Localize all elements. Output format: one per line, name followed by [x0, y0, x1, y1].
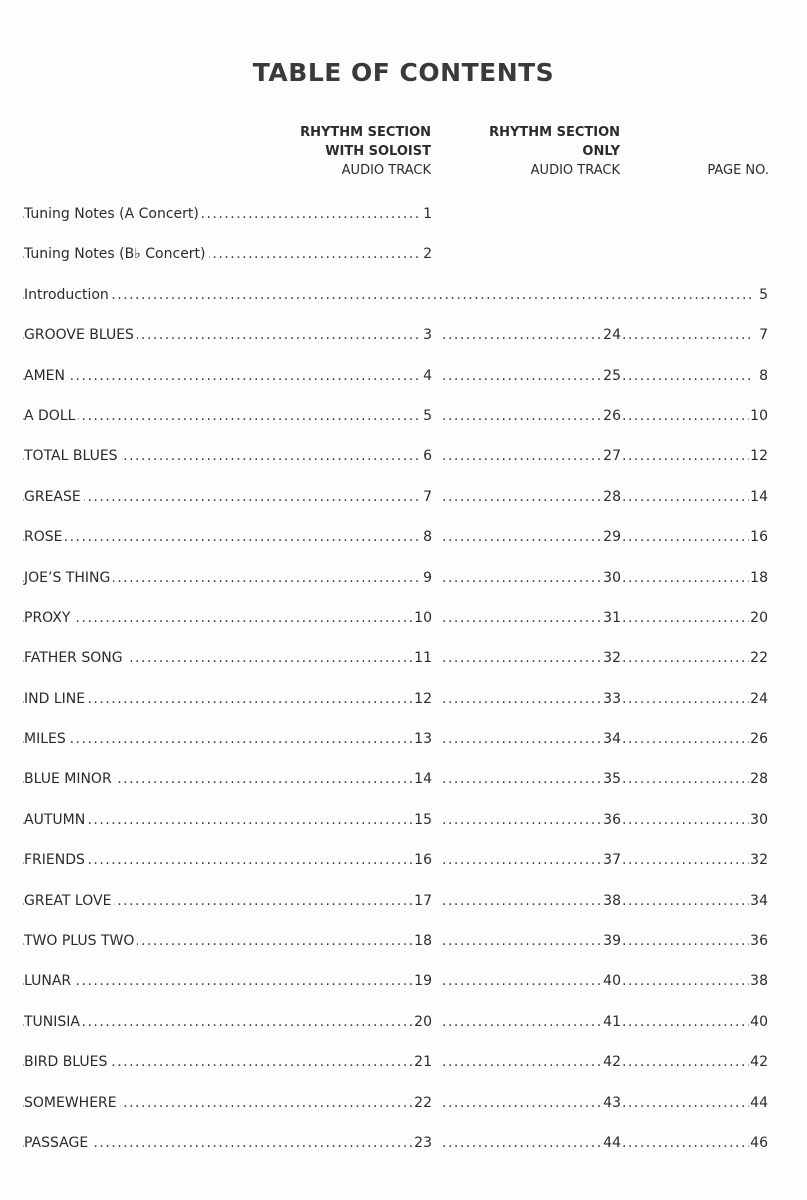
toc-soloist-track: 2 — [423, 246, 432, 263]
toc-entry-title: TWO PLUS TWO — [24, 933, 137, 949]
dot-leader — [442, 893, 608, 909]
dot-leader — [442, 771, 608, 787]
toc-entry-title: GREASE — [24, 489, 84, 505]
toc-soloist-track: 21 — [414, 1054, 432, 1071]
dot-leader — [622, 973, 752, 989]
dot-leader — [442, 489, 608, 505]
toc-entry-title: ROSE — [24, 529, 65, 545]
toc-page-number: 16 — [750, 529, 768, 546]
toc-entry-title: AUTUMN — [24, 812, 88, 828]
dot-leader — [622, 893, 752, 909]
toc-entry-title: SOMEWHERE — [24, 1095, 120, 1111]
toc-row[interactable] — [22, 844, 768, 884]
toc-entry-title: JOE’S THING — [24, 570, 113, 586]
header-page-number — [707, 161, 769, 180]
dot-leader — [622, 812, 752, 828]
toc-soloist-track: 8 — [423, 529, 432, 546]
toc-page-number: 28 — [750, 771, 768, 788]
toc-row[interactable] — [22, 763, 768, 803]
toc-rhythm-track: 39 — [603, 933, 621, 950]
toc-row[interactable] — [22, 440, 768, 480]
header-soloist-line3: AUDIO TRACK — [341, 163, 431, 178]
toc-page-number: 12 — [750, 448, 768, 465]
dot-leader — [22, 973, 421, 989]
toc-page-number: 8 — [759, 367, 768, 384]
toc-rhythm-track: 44 — [603, 1134, 621, 1151]
dot-leader — [622, 1054, 752, 1070]
toc-page-number: 42 — [750, 1054, 768, 1071]
dot-leader — [622, 368, 752, 384]
toc-row-introduction[interactable] — [22, 279, 768, 319]
toc-rhythm-track: 27 — [603, 448, 621, 465]
dot-leader — [622, 650, 752, 666]
toc-rhythm-track: 29 — [603, 529, 621, 546]
dot-leader — [442, 1135, 608, 1151]
toc-page-number: 38 — [750, 973, 768, 990]
toc-soloist-track: 6 — [423, 448, 432, 465]
dot-leader — [622, 1095, 752, 1111]
header-soloist-line2: WITH SOLOIST — [325, 144, 431, 159]
toc-row[interactable] — [22, 1046, 768, 1086]
toc-entry-title: GREAT LOVE — [24, 893, 114, 909]
toc-page-number: 34 — [750, 892, 768, 909]
toc-page-number: 7 — [759, 327, 768, 344]
toc-soloist-track: 5 — [423, 407, 432, 424]
toc-entry-title: A DOLL — [24, 408, 78, 424]
toc-row[interactable] — [22, 965, 768, 1005]
header-rhythm-line1: RHYTHM SECTION — [489, 125, 620, 140]
toc-rhythm-track: 41 — [603, 1013, 621, 1030]
header-rhythm-only-track — [489, 123, 620, 180]
dot-leader — [442, 327, 608, 343]
toc-page-number: 22 — [750, 650, 768, 667]
toc-entry-title: MILES — [24, 731, 69, 747]
toc-entry-title: PROXY — [24, 610, 73, 626]
toc-page-number: 10 — [750, 407, 768, 424]
dot-leader — [622, 489, 752, 505]
header-page-label: PAGE NO. — [707, 163, 769, 178]
toc-entry-title: FRIENDS — [24, 852, 88, 868]
toc-rhythm-track: 28 — [603, 488, 621, 505]
toc-page-number: 18 — [750, 569, 768, 586]
dot-leader — [442, 1054, 608, 1070]
toc-rhythm-track: 35 — [603, 771, 621, 788]
toc-rhythm-track: 36 — [603, 811, 621, 828]
dot-leader — [442, 650, 608, 666]
dot-leader — [622, 327, 752, 343]
dot-leader — [442, 731, 608, 747]
toc-soloist-track: 19 — [414, 973, 432, 990]
toc-row[interactable] — [22, 319, 768, 359]
dot-leader — [622, 1014, 752, 1030]
toc-soloist-track: 3 — [423, 327, 432, 344]
dot-leader — [442, 529, 608, 545]
toc-soloist-track: 13 — [414, 731, 432, 748]
dot-leader — [442, 1014, 608, 1030]
toc-entry-title: GROOVE BLUES — [24, 327, 137, 343]
toc-soloist-track: 12 — [414, 690, 432, 707]
header-rhythm-line3: AUDIO TRACK — [530, 163, 620, 178]
toc-rhythm-track: 43 — [603, 1094, 621, 1111]
toc-page-number: 36 — [750, 933, 768, 950]
toc-page-number: 24 — [750, 690, 768, 707]
dot-leader — [442, 691, 608, 707]
dot-leader — [622, 691, 752, 707]
header-soloist-track — [300, 123, 431, 180]
dot-leader — [442, 1095, 608, 1111]
toc-row-tuning-a[interactable] — [22, 198, 768, 238]
dot-leader — [442, 610, 608, 626]
toc-rhythm-track: 33 — [603, 690, 621, 707]
dot-leader — [622, 933, 752, 949]
toc-entry-title: Tuning Notes (A Concert) — [24, 206, 202, 222]
toc-row[interactable] — [22, 562, 768, 602]
dot-leader — [622, 570, 752, 586]
dot-leader — [442, 448, 608, 464]
toc-soloist-track: 9 — [423, 569, 432, 586]
toc-soloist-track: 18 — [414, 933, 432, 950]
toc-entry-title: Tuning Notes (B♭ Concert) — [24, 246, 209, 262]
toc-entry-title: BIRD BLUES — [24, 1054, 110, 1070]
toc-soloist-track: 23 — [414, 1134, 432, 1151]
toc-soloist-track: 15 — [414, 811, 432, 828]
dot-leader — [22, 731, 421, 747]
dot-leader — [442, 368, 608, 384]
dot-leader — [622, 529, 752, 545]
toc-list — [22, 198, 768, 1167]
dot-leader — [622, 610, 752, 626]
toc-entry-title: PASSAGE — [24, 1135, 91, 1151]
toc-rhythm-track: 38 — [603, 892, 621, 909]
dot-leader — [442, 973, 608, 989]
page-title: TABLE OF CONTENTS — [252, 58, 555, 87]
dot-leader — [622, 448, 752, 464]
toc-page-number: 26 — [750, 731, 768, 748]
toc-row[interactable] — [22, 642, 768, 682]
toc-page-number: 30 — [750, 811, 768, 828]
dot-leader — [22, 287, 752, 303]
dot-leader — [442, 408, 608, 424]
toc-soloist-track: 1 — [423, 206, 432, 222]
toc-page-number: 44 — [750, 1094, 768, 1111]
toc-rhythm-track: 34 — [603, 731, 621, 748]
toc-row[interactable] — [22, 400, 768, 440]
toc-page-number: 40 — [750, 1013, 768, 1030]
dot-leader — [622, 408, 752, 424]
toc-row[interactable] — [22, 683, 768, 723]
toc-row[interactable] — [22, 925, 768, 965]
toc-row-tuning-bb[interactable] — [22, 238, 768, 278]
toc-soloist-track: 14 — [414, 771, 432, 788]
toc-row[interactable] — [22, 885, 768, 925]
toc-soloist-track: 20 — [414, 1013, 432, 1030]
dot-leader — [22, 529, 421, 545]
dot-leader — [442, 812, 608, 828]
toc-rhythm-track: 31 — [603, 609, 621, 626]
toc-soloist-track: 10 — [414, 609, 432, 626]
dot-leader — [22, 408, 421, 424]
toc-entry-title: FATHER SONG — [24, 650, 126, 666]
toc-entry-title: LUNAR — [24, 973, 74, 989]
toc-row[interactable] — [22, 1127, 768, 1167]
toc-rhythm-track: 25 — [603, 367, 621, 384]
toc-entry-title: IND LINE — [24, 691, 88, 707]
toc-rhythm-track: 24 — [603, 327, 621, 344]
toc-page-number: 32 — [750, 852, 768, 869]
toc-rhythm-track: 37 — [603, 852, 621, 869]
dot-leader — [442, 570, 608, 586]
toc-soloist-track: 16 — [414, 852, 432, 869]
dot-leader — [622, 852, 752, 868]
toc-row[interactable] — [22, 602, 768, 642]
dot-leader — [622, 1135, 752, 1151]
toc-page-number: 14 — [750, 488, 768, 505]
dot-leader — [442, 933, 608, 949]
dot-leader — [442, 852, 608, 868]
dot-leader — [22, 610, 421, 626]
toc-soloist-track: 17 — [414, 892, 432, 909]
toc-page-number: 20 — [750, 609, 768, 626]
toc-entry-title: BLUE MINOR — [24, 771, 115, 787]
toc-row[interactable] — [22, 723, 768, 763]
toc-entry-title: AMEN — [24, 368, 68, 384]
toc-rhythm-track: 30 — [603, 569, 621, 586]
toc-soloist-track: 7 — [423, 488, 432, 505]
toc-entry-title: TOTAL BLUES — [24, 448, 121, 464]
toc-soloist-track: 22 — [414, 1094, 432, 1111]
header-soloist-line1: RHYTHM SECTION — [300, 125, 431, 140]
toc-row[interactable] — [22, 360, 768, 400]
toc-row[interactable] — [22, 1006, 768, 1046]
toc-row[interactable] — [22, 1087, 768, 1127]
dot-leader — [622, 731, 752, 747]
toc-page-number: 5 — [759, 286, 768, 303]
toc-entry-title: TUNISIA — [24, 1014, 83, 1030]
toc-soloist-track: 4 — [423, 367, 432, 384]
toc-rhythm-track: 40 — [603, 973, 621, 990]
toc-rhythm-track: 26 — [603, 407, 621, 424]
dot-leader — [22, 368, 421, 384]
toc-page-number: 46 — [750, 1134, 768, 1151]
toc-rhythm-track: 42 — [603, 1054, 621, 1071]
dot-leader — [622, 771, 752, 787]
toc-entry-title: Introduction — [24, 287, 112, 303]
toc-rhythm-track: 32 — [603, 650, 621, 667]
toc-row[interactable] — [22, 481, 768, 521]
toc-soloist-track: 11 — [414, 650, 432, 667]
toc-row[interactable] — [22, 521, 768, 561]
header-rhythm-line2: ONLY — [582, 144, 620, 159]
toc-row[interactable] — [22, 804, 768, 844]
